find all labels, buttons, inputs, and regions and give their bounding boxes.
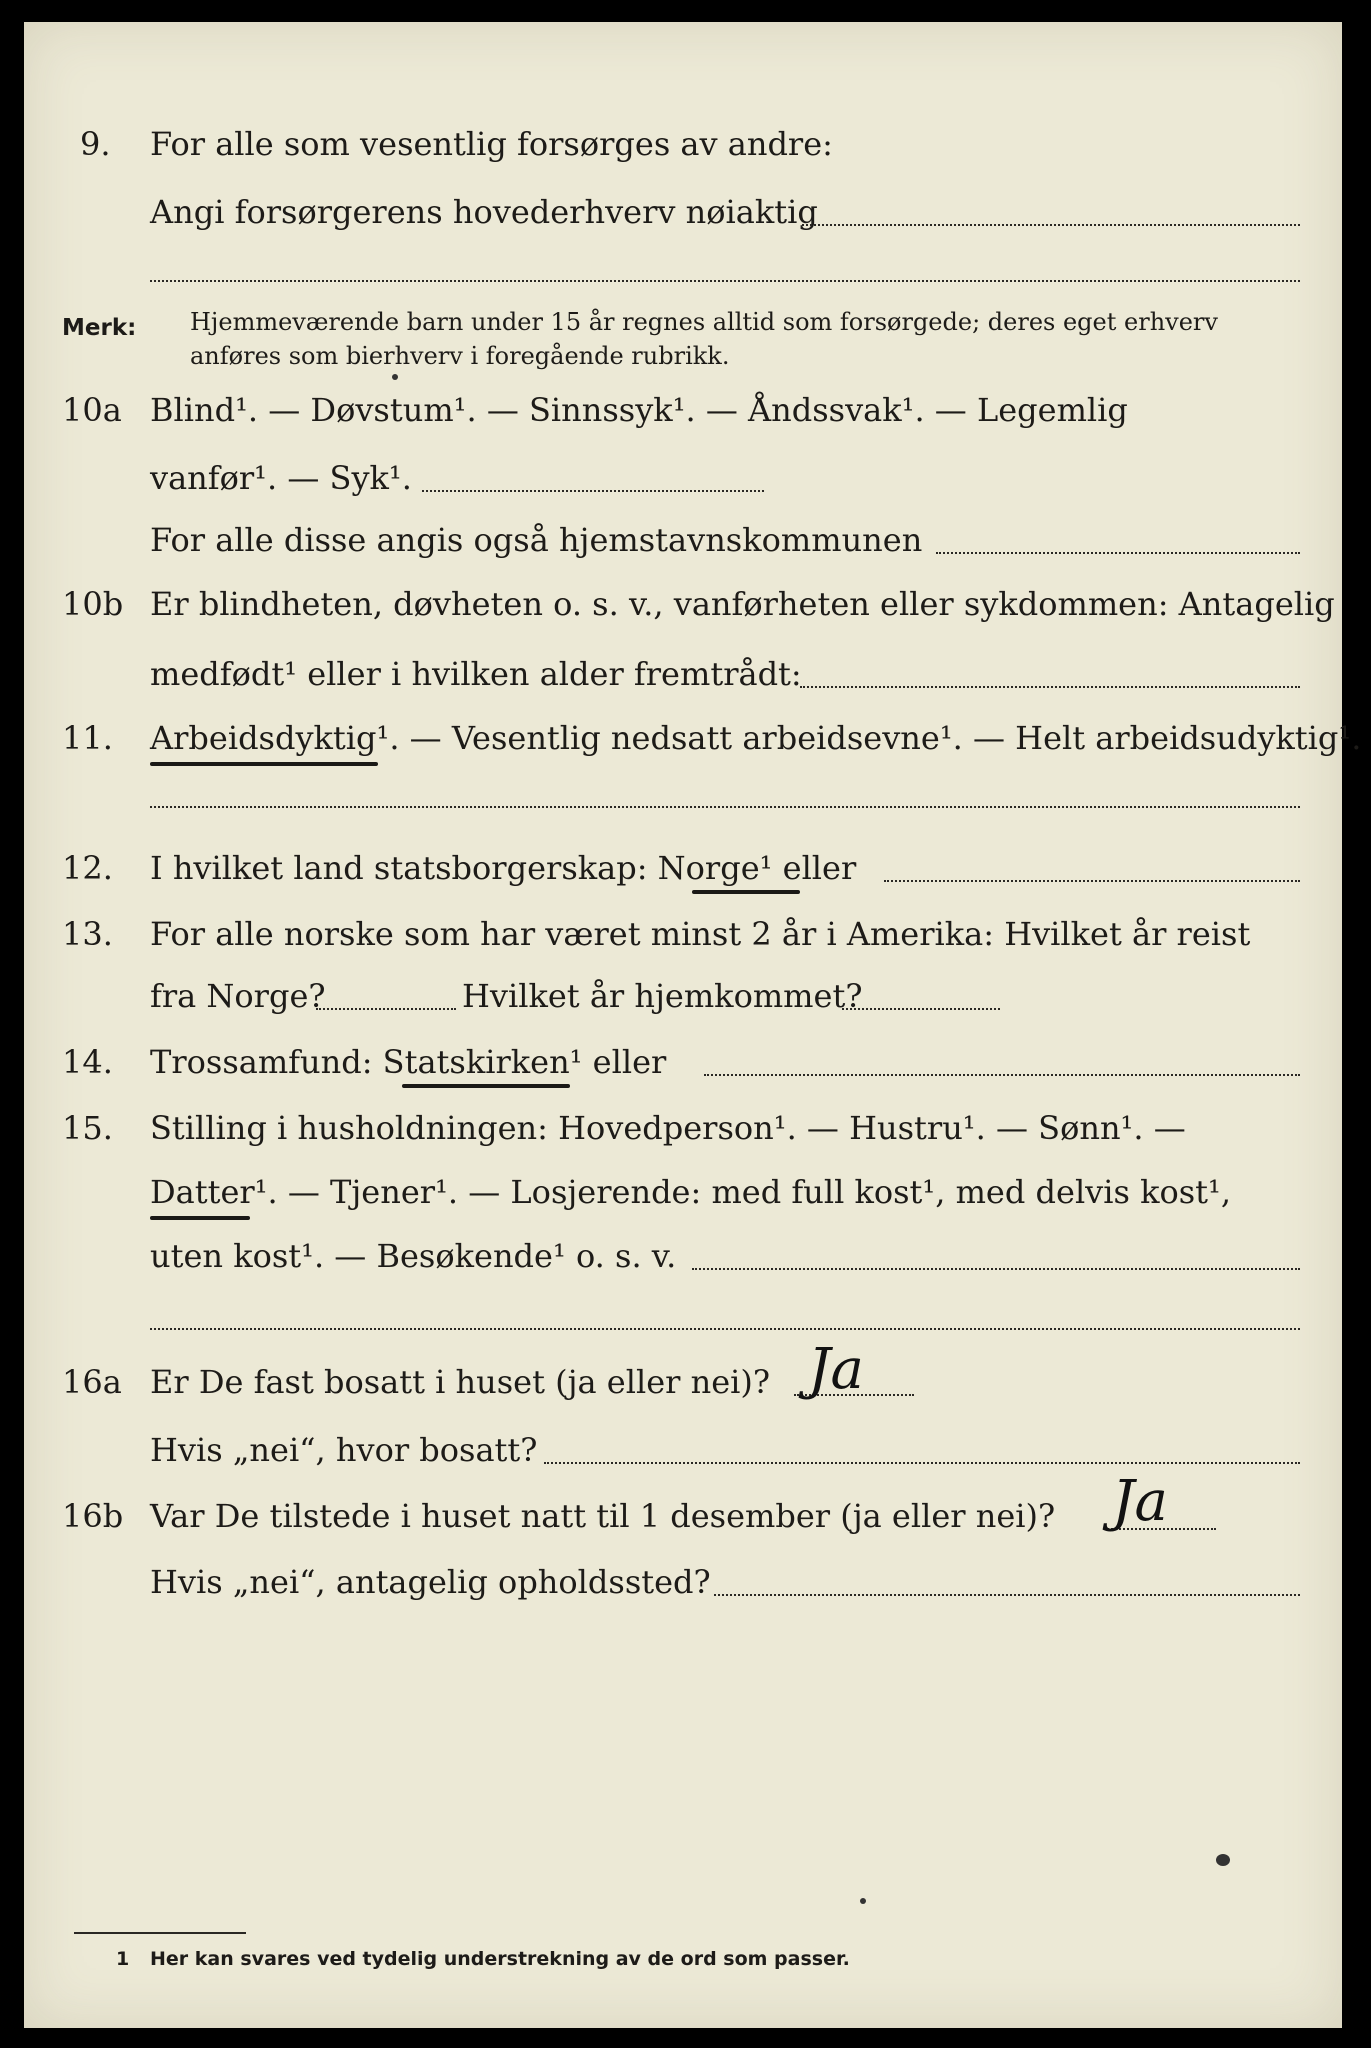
q9-line2: Angi forsørgerens hovederhverv nøiaktig [150, 193, 818, 231]
census-form-sheet [24, 22, 1362, 2028]
q9-line1: For alle som vesentlig forsørges av andre: [150, 125, 833, 163]
q15-line3: uten kost¹. — Besøkende¹ o. s. v. [150, 1237, 677, 1275]
q12-number: 12. [62, 849, 113, 887]
ink-speck [1216, 1854, 1230, 1866]
q13-hjemkommet-answer-line [842, 1008, 1000, 1010]
q12-handwritten-underline [692, 890, 800, 894]
q16a-line2: Hvis „nei“, hvor bosatt? [150, 1431, 538, 1469]
q10a-line3: For alle disse angis også hjemstavnskommunen [150, 521, 923, 559]
q10b-answer-line [800, 686, 1300, 688]
q11-handwritten-underline [150, 762, 378, 766]
footnote-separator [74, 1932, 246, 1934]
footnote-text: Her kan svares ved tydelig understrekning av de ord som passer. [150, 1948, 850, 1970]
q16b-line1: Var De tilstede i huset natt til 1 desember (ja eller nei)? [150, 1497, 1056, 1535]
q15-handwritten-underline [150, 1216, 250, 1220]
q9-extra-line [150, 280, 1300, 282]
q10a-hjemstavn-answer-line [936, 552, 1300, 554]
merk-line2: anføres som bierhverv i foregående rubrikk. [190, 342, 730, 370]
q14-line1: Trossamfund: Statskirken¹ eller [150, 1043, 667, 1081]
q9-number: 9. [80, 125, 111, 163]
q16a-bosatt-answer-line [544, 1462, 1300, 1464]
ink-speck [860, 1898, 866, 1904]
q10a-syk-answer-line [422, 490, 764, 492]
q13-line2b: Hvilket år hjemkommet? [462, 977, 863, 1015]
q14-handwritten-underline [402, 1084, 570, 1088]
q15-number: 15. [62, 1109, 113, 1147]
q13-number: 13. [62, 915, 113, 953]
q16b-opholdssted-answer-line [714, 1594, 1300, 1596]
q13-line1: For alle norske som har været minst 2 år i Amerika: Hvilket år reist [150, 915, 1251, 953]
q14-answer-line [704, 1074, 1300, 1076]
q16a-number: 16a [62, 1363, 122, 1401]
q12-line1: I hvilket land statsborgerskap: Norge¹ eller [150, 849, 857, 887]
q16a-handwritten-answer: Ja [808, 1337, 864, 1402]
q16b-number: 16b [62, 1497, 124, 1535]
q15-answer-line [692, 1268, 1300, 1270]
q10b-line2: medfødt¹ eller i hvilken alder fremtrådt: [150, 655, 802, 693]
ink-speck [392, 374, 398, 380]
q9-answer-line [802, 224, 1300, 226]
q13-line2a: fra Norge? [150, 977, 326, 1015]
merk-label: Merk: [62, 315, 137, 341]
q10a-line1: Blind¹. — Døvstum¹. — Sinnssyk¹. — Åndssvak¹. — Legemlig [150, 391, 1128, 429]
q11-number: 11. [62, 719, 113, 757]
q10b-number: 10b [62, 585, 124, 623]
q11-extra-line [150, 806, 1300, 808]
q16a-line1: Er De fast bosatt i huset (ja eller nei)? [150, 1363, 771, 1401]
q11-line1: Arbeidsdyktig¹. — Vesentlig nedsatt arbeidsevne¹. — Helt arbeidsudyktig¹. [150, 719, 1362, 757]
merk-line1: Hjemmeværende barn under 15 år regnes alltid som forsørgede; deres eget erhverv [190, 308, 1218, 336]
q15-extra-line [150, 1328, 1300, 1330]
q14-number: 14. [62, 1043, 113, 1081]
q13-reist-answer-line [316, 1008, 456, 1010]
footnote-mark: 1 [116, 1948, 130, 1970]
q16b-handwritten-answer: Ja [1112, 1469, 1168, 1534]
q10a-line2: vanfør¹. — Syk¹. [150, 459, 412, 497]
q10b-line1: Er blindheten, døvheten o. s. v., vanførheten eller sykdommen: Antagelig [150, 585, 1335, 623]
q12-answer-line [884, 880, 1300, 882]
q15-line1: Stilling i husholdningen: Hovedperson¹. — Hustru¹. — Sønn¹. — [150, 1109, 1186, 1147]
q16b-line2: Hvis „nei“, antagelig opholdssted? [150, 1563, 711, 1601]
q15-line2: Datter¹. — Tjener¹. — Losjerende: med full kost¹, med delvis kost¹, [150, 1173, 1232, 1211]
q10a-number: 10a [62, 391, 122, 429]
